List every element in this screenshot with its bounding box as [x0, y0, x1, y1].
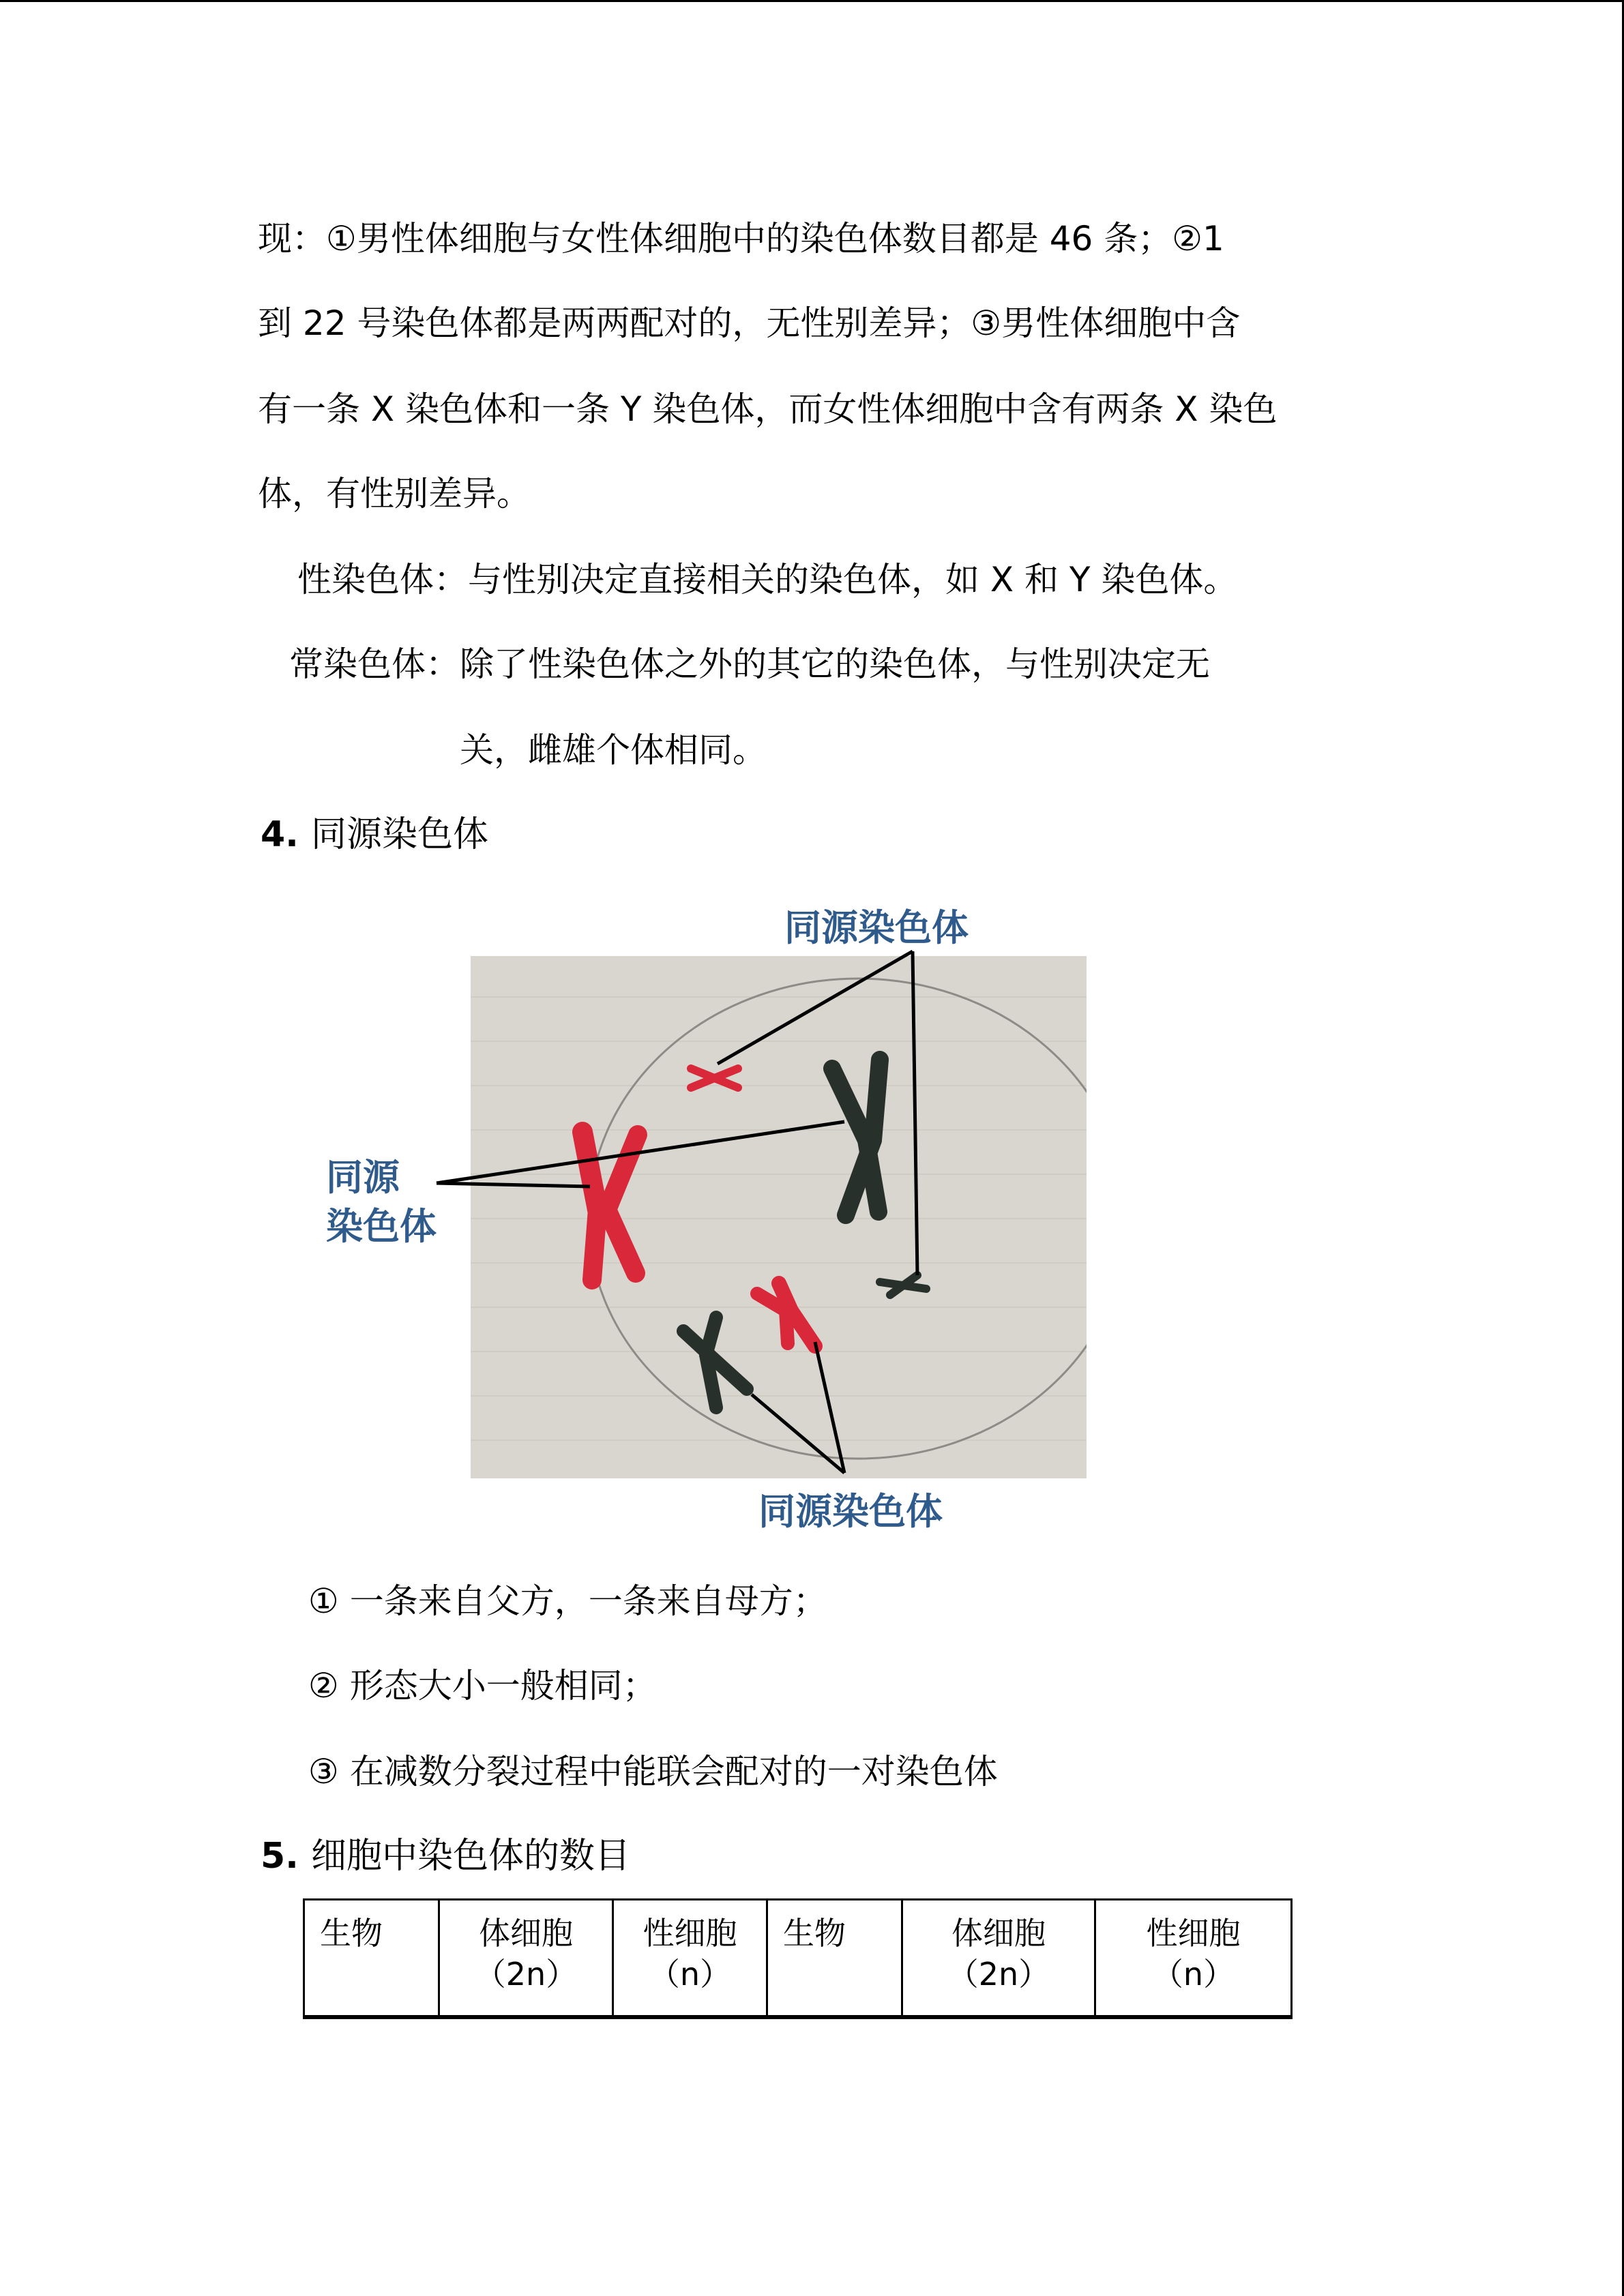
table-header-row — [304, 1900, 1292, 2018]
figure-label-top: 同源染色体 — [784, 906, 969, 949]
section-4-title: 同源染色体 — [310, 814, 488, 855]
leader-top-to-red — [718, 951, 913, 1064]
intro-line-3: 有一条 X 染色体和一条 Y 染色体，而女性体细胞中含有两条 X 染色 — [258, 389, 1278, 429]
section-4-number: 4. — [261, 814, 299, 855]
leader-top-to-black — [913, 951, 917, 1275]
figure-label-left-line-1: 同源 — [326, 1156, 400, 1199]
property-3: ③ 在减数分裂过程中能联会配对的一对染色体 — [308, 1752, 998, 1791]
header-somatic-cell-2: 体细胞 （2n） — [902, 1900, 1095, 2018]
intro-line-2: 到 22 号染色体都是两两配对的，无性别差异；③男性体细胞中含 — [258, 303, 1241, 343]
property-1: ① 一条来自父方，一条来自母方； — [308, 1581, 827, 1621]
intro-line-4: 体，有性别差异。 — [258, 474, 531, 513]
property-2: ② 形态大小一般相同； — [308, 1666, 657, 1705]
header-somatic-cell-1: 体细胞 （2n） — [439, 1900, 613, 2018]
leader-left-to-red — [437, 1183, 590, 1187]
figure-label-bottom: 同源染色体 — [758, 1490, 943, 1533]
sex-chromosome-definition: 性染色体：与性别决定直接相关的染色体，如 X 和 Y 染色体。 — [297, 560, 1238, 599]
section-5-number: 5. — [261, 1836, 299, 1877]
autosome-definition-line-1: 常染色体：除了性染色体之外的其它的染色体，与性别决定无 — [289, 644, 1210, 684]
intro-line-1: 现：①男性体细胞与女性体细胞中的染色体数目都是 46 条；②1 — [258, 219, 1224, 258]
leader-left-to-black — [437, 1122, 844, 1183]
section-5-title: 细胞中染色体的数目 — [310, 1836, 630, 1877]
header-organism-2: 生物 — [767, 1900, 902, 2018]
header-organism-1: 生物 — [304, 1900, 439, 2018]
header-sex-cell-1: 性细胞 （n） — [613, 1900, 767, 2018]
autosome-definition-line-2: 关，雌雄个体相同。 — [460, 730, 767, 770]
section-5-heading — [261, 1834, 630, 1878]
figure-label-left-line-2: 染色体 — [326, 1205, 437, 1248]
chromosome-count-table — [303, 1898, 1293, 2019]
header-sex-cell-2: 性细胞 （n） — [1095, 1900, 1292, 2018]
